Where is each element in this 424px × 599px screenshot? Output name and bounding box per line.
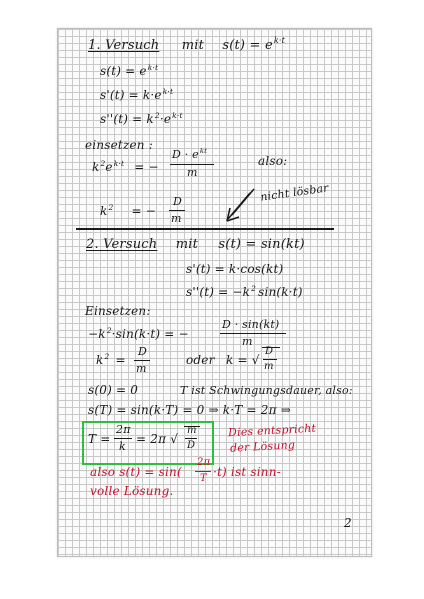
equation-2-denominator: m	[242, 335, 253, 348]
fraction-bar	[169, 210, 185, 211]
k-root-denominator: m	[264, 361, 274, 372]
red-conclusion-rest: ·t) ist sinn-	[213, 465, 281, 479]
red-frac-denominator: T	[200, 473, 207, 484]
box-root-denominator: D	[187, 440, 196, 451]
s2-second-derivative: $s''(t) = -k^2$ sin(k·t)	[186, 283, 303, 299]
equation-2-numerator: D · sin(kt)	[222, 318, 280, 331]
box-root-numerator: m	[187, 425, 197, 436]
section1-title: 1. Versuch mit $s(t) = e^{k\cdot t}$	[88, 36, 286, 53]
fraction-bar	[263, 359, 277, 360]
box-numerator: 2π	[116, 423, 131, 436]
s2-first-derivative: s'(t) = k·cos(kt)	[186, 262, 284, 276]
nicht-loesbar-note: nicht lösbar	[259, 181, 330, 204]
red-note-line2: der Lösung	[229, 438, 296, 455]
k-squared-2: $k^2$ =	[96, 351, 126, 367]
equation-1-denominator: m	[187, 166, 198, 179]
box-middle: = 2π √	[136, 432, 179, 446]
equation-2: $-k^2\cdot\sin(k\cdot t)$ = −	[88, 325, 189, 341]
s-zero: s(0) = 0	[88, 383, 139, 397]
box-T-label: T =	[88, 432, 111, 446]
einsetzen-label-2: Einsetzen:	[85, 304, 151, 318]
box-denominator: k	[119, 440, 126, 453]
k-squared-numerator: D	[173, 195, 183, 208]
k-squared-equation: $k^2$ = −	[100, 202, 156, 218]
equation-1: $k^2e^{k\cdot t}$ = −	[92, 158, 159, 174]
section2-title: 2. Versuch mit s(t) = sin(kt)	[86, 237, 305, 252]
equation-1-numerator: $D \cdot e^{kt}$	[172, 147, 208, 161]
red-conclusion-line1: also s(t) = sin(	[90, 465, 182, 479]
einsetzen-label-1: einsetzen :	[85, 138, 153, 152]
fraction-bar	[195, 471, 211, 472]
red-frac-numerator: 2π	[197, 457, 211, 468]
sT-equation: s(T) = sin(k·T) = 0 ⇒ k·T = 2π ⇒	[88, 403, 291, 417]
s-of-t: $s(t) = e^{k\cdot t}$	[100, 62, 159, 78]
page-number: 2	[344, 516, 352, 530]
s-first-derivative: $s'(t) = k\cdot e^{k\cdot t}$	[100, 86, 174, 102]
fraction-bar	[185, 438, 197, 439]
red-conclusion-line2: volle Lösung.	[90, 484, 174, 498]
also-label: also:	[258, 154, 288, 168]
period-text: T ist Schwingungsdauer, also:	[180, 384, 353, 397]
fraction-bar	[170, 164, 214, 165]
arrow-icon	[226, 186, 256, 222]
fraction-bar	[220, 333, 286, 334]
red-note-line1: Dies entspricht	[227, 421, 317, 440]
oder-label: oder	[186, 353, 215, 367]
fraction-bar	[114, 438, 132, 439]
fraction-bar	[134, 360, 150, 361]
k-squared-2-denominator: m	[136, 362, 147, 375]
k-root: k = √	[226, 353, 260, 367]
s-second-derivative: $s''(t) = k^2\cdot e^{k\cdot t}$	[100, 110, 183, 126]
divider	[76, 228, 334, 230]
k-squared-2-numerator: D	[138, 345, 148, 358]
k-root-numerator: D	[265, 346, 274, 357]
k-squared-denominator: m	[171, 212, 182, 225]
